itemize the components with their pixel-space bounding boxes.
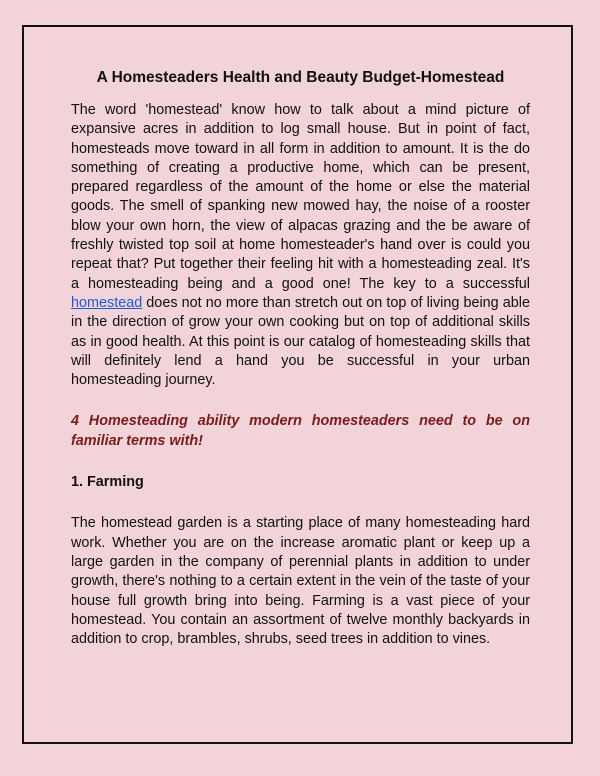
section-title-farming: 1. Farming <box>71 474 144 491</box>
document-title: A Homesteaders Health and Beauty Budget-Homestead <box>96 69 505 86</box>
homestead-link[interactable]: homestead <box>71 294 143 311</box>
document-content <box>71 68 530 649</box>
section-body-farming: The homestead garden is a starting place of many homesteading hard work. Whether you are on the increase aromatic plant or keep up a large garden in the company of perennial plants in addition to under growth, there's nothing to a certain extent in the vein of the taste of your house full growth bring into being. Farming is a vast piece of your homestead. You contain an assortment of twelve monthly backyards in addition to crop, brambles, shrubs, seed trees in addition to vines. <box>71 515 530 648</box>
intro-paragraph <box>71 101 530 390</box>
intro-text-start: The word 'homestead' know how to talk about a mind picture of expansive acres in addition to log small house. But in point of fact, homesteads move toward in all form in addition to amount. It is the do something of creating a productive home, which can be present, prepared regardless of the amount of the home or else the material goods. The smell of spanking new mowed hay, the noise of a rooster blow your own horn, the view of alpacas grazing and the be aware of freshly twisted top soil at home homesteader's hand over is could you repeat that? Put together their feeling hit with a homesteading zeal. It's a homesteading being and a good one! The key to a successful <box>71 102 530 292</box>
subheading: 4 Homesteading ability modern homesteaders need to be on familiar terms with! <box>71 413 530 449</box>
intro-text-end: does not no more than stretch out on top of living being able in the direction of grow your own cooking but on top of additional skills as in good health. At this point is our catalog of homesteading skills that will definitely lend a hand you be successful in your urban homesteading journey. <box>71 294 530 389</box>
